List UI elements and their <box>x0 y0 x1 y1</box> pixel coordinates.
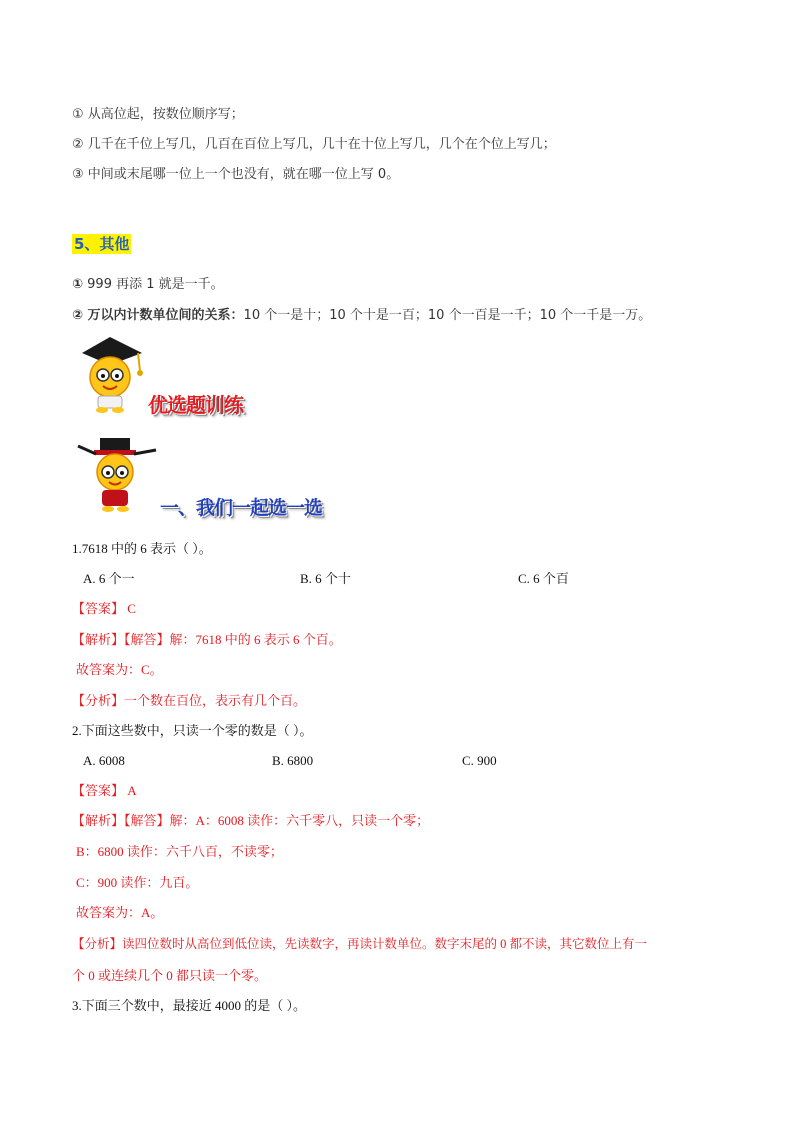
q2-option-b: B. 6800 <box>272 753 314 768</box>
q2-conclusion: 故答案为：A。 <box>76 905 164 920</box>
q2-line-c: C：900 读作：九百。 <box>76 875 199 890</box>
rule-1: ① 从高位起，按数位顺序写； <box>72 107 244 122</box>
q2-analysis: 【解析】【解答】解：A：6008 读作：六千零八，只读一个零； <box>72 813 430 828</box>
item-2-marker: ② 万以内计数单位间的关系： <box>72 308 244 323</box>
q1-option-c: C. 6 个百 <box>518 571 569 586</box>
rule-2: ② 几千在千位上写几，几百在百位上写几，几十在十位上写几，几个在个位上写几； <box>72 137 556 152</box>
q1-analysis: 【解析】【解答】解：7618 中的 6 表示 6 个百。 <box>72 632 342 647</box>
q1-option-a: A. 6 个一 <box>83 571 135 586</box>
practice-banner: 优选题训练 <box>148 393 243 417</box>
q1-option-b: B. 6 个十 <box>300 571 351 586</box>
graduate-mascot-icon <box>74 333 146 413</box>
scholar-mascot-icon <box>76 432 158 514</box>
section-5-item-2 <box>72 308 651 324</box>
q2-note-line-2: 个 0 或连续几个 0 都只读一个零。 <box>72 968 268 983</box>
item-1-marker: ① <box>72 277 84 292</box>
q2-stem: 2.下面这些数中，只读一个零的数是（ ）。 <box>72 723 313 738</box>
q1-conclusion: 故答案为：C。 <box>76 662 163 677</box>
q1-answer: 【答案】 C <box>72 601 136 616</box>
q2-line-b: B：6800 读作：六千八百，不读零； <box>76 844 283 859</box>
q2-option-a: A. 6008 <box>83 753 125 768</box>
item-2-text: 10 个一是十；10 个十是一百；10 个一百是一千；10 个一千是一万。 <box>243 308 652 323</box>
q1-stem: 1.7618 中的 6 表示（ ）。 <box>72 541 212 556</box>
q2-answer: 【答案】 A <box>72 783 137 798</box>
q1-note: 【分析】一个数在百位，表示有几个百。 <box>72 693 307 708</box>
q3-stem: 3.下面三个数中，最接近 4000 的是（ ）。 <box>72 998 307 1013</box>
section-5-heading: 5、其他 <box>74 235 130 253</box>
q2-option-c: C. 900 <box>462 753 497 768</box>
choose-banner: 一、我们一起选一选 <box>160 497 323 519</box>
rule-3: ③ 中间或末尾哪一位上一个也没有，就在哪一位上写 0。 <box>72 167 400 182</box>
q2-note-line-1: 【分析】读四位数时从高位到低位读，先读数字，再读计数单位。数字末尾的 0 都不读，其它数位上有一 <box>72 937 648 951</box>
section-5-item-1 <box>72 277 224 293</box>
item-1-text: 999 再添 1 就是一千。 <box>83 277 224 292</box>
